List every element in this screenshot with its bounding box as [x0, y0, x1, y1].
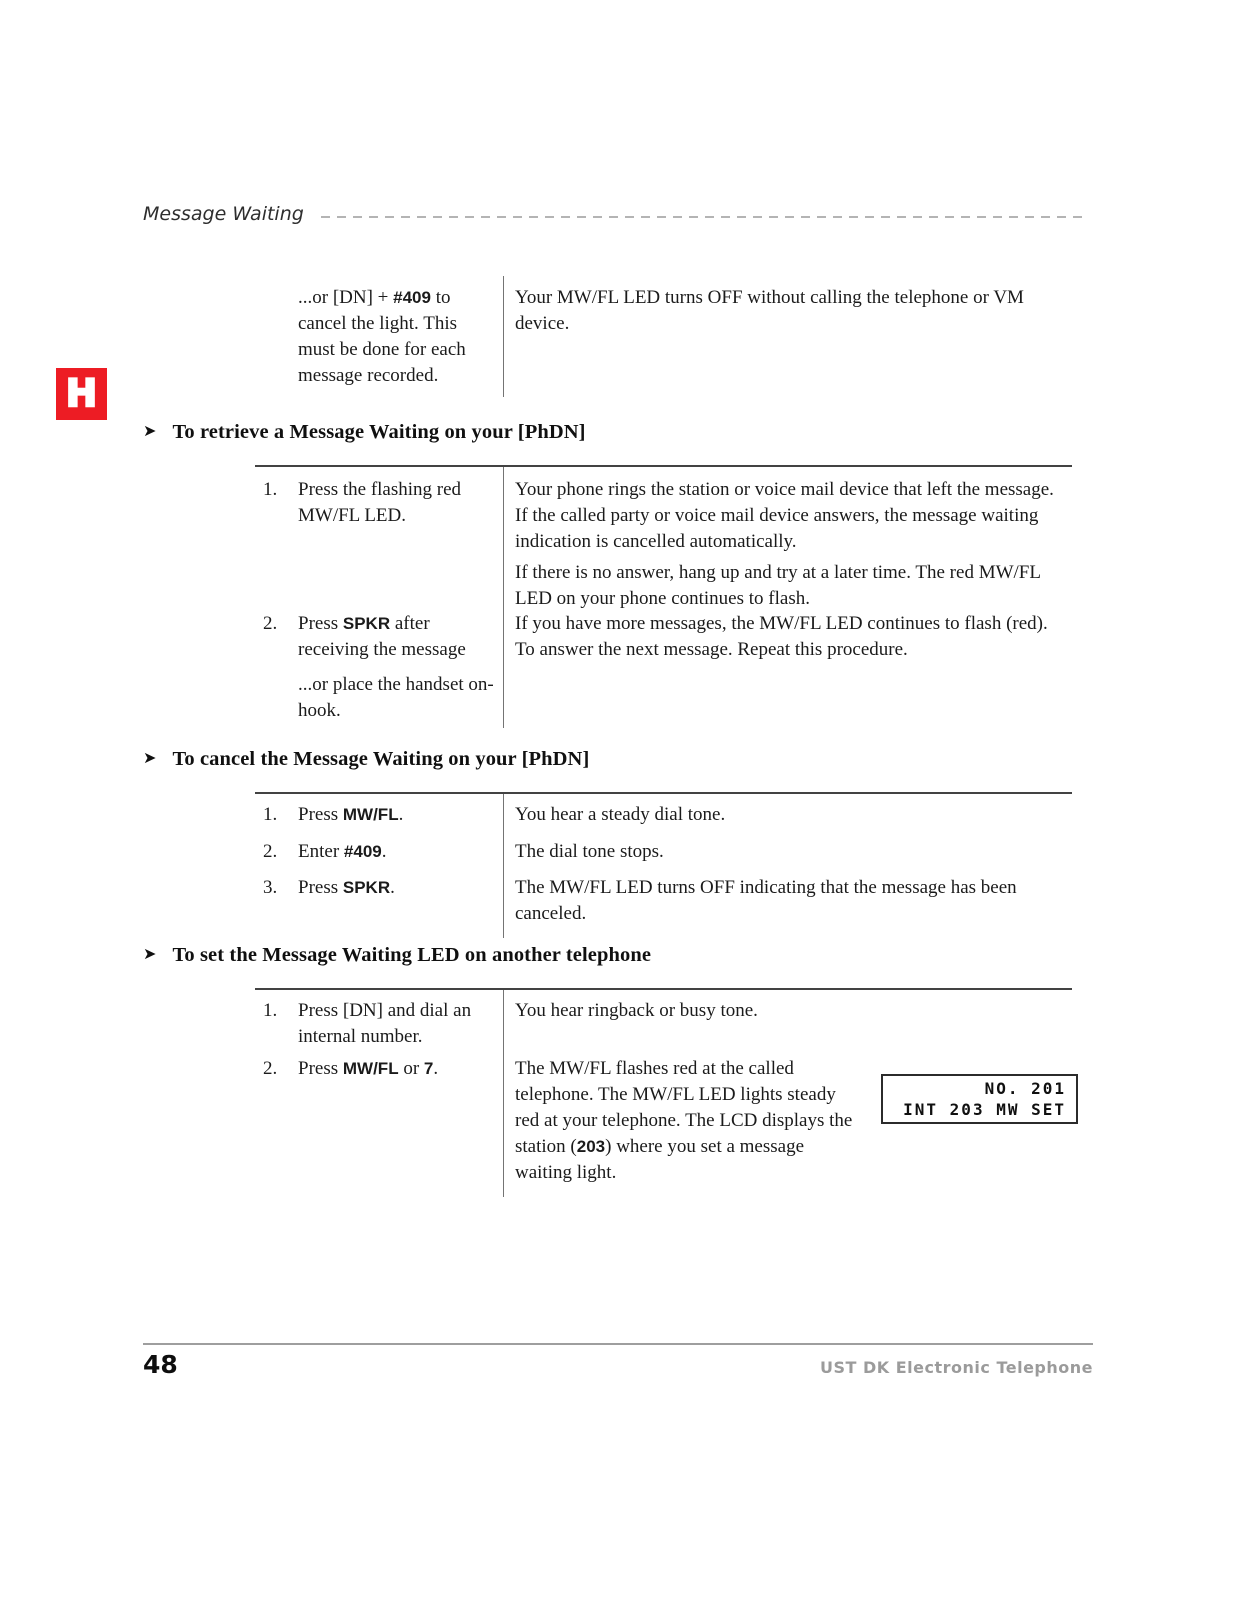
- result-paragraph: The dial tone stops.: [515, 841, 664, 862]
- section-heading-set-led: [143, 944, 651, 967]
- text-run: Press: [298, 804, 343, 825]
- result-paragraph: The MW/FL LED turns OFF indicating that the message has been canceled.: [515, 877, 1017, 924]
- running-header-label: Message Waiting: [143, 203, 304, 225]
- step-result: [515, 611, 1069, 663]
- step-result: [515, 839, 1069, 865]
- keycap-text: #409: [343, 842, 382, 861]
- text-run: ) where you set a message waiting light.: [515, 1136, 805, 1183]
- action-paragraph: [298, 285, 496, 389]
- text-run: Press [DN] and dial an internal number.: [298, 1000, 472, 1047]
- result-paragraph: If there is no answer, hang up and try at a later time. The red MW/FL LED on your phone continues to flash.: [515, 562, 1041, 609]
- arrow-bullet-icon: [143, 421, 157, 440]
- text-run: The MW/FL flashes red at the called telephone. The MW/FL LED lights steady red at your telephone. The LCD displays the station (: [515, 1058, 853, 1157]
- text-run: Press: [298, 877, 343, 898]
- table-cancel: [255, 792, 1072, 938]
- step-action: [298, 839, 496, 865]
- column-divider-line: [503, 990, 504, 1197]
- page-number: 48: [143, 1350, 178, 1379]
- section-heading-retrieve: [143, 421, 586, 444]
- text-run: after receiving the message: [298, 613, 466, 660]
- column-divider-line: [503, 276, 504, 397]
- table-continuation: [255, 276, 1072, 397]
- section-title: To set the Message Waiting LED on another telephone: [172, 944, 652, 966]
- step-result: [515, 875, 1069, 927]
- chapter-badge-letter: H: [66, 371, 97, 415]
- page-header: [143, 203, 1085, 225]
- text-run: .: [398, 804, 404, 825]
- result-paragraph: You hear a steady dial tone.: [515, 804, 726, 825]
- action-paragraph: [298, 611, 496, 663]
- section-title: To retrieve a Message Waiting on your [PhDN]: [172, 421, 586, 443]
- footer-document-title: UST DK Electronic Telephone: [819, 1358, 1093, 1377]
- step-action: [298, 875, 496, 901]
- lcd-line-2: INT 203 MW SET: [903, 1100, 1066, 1119]
- table-retrieve: [255, 465, 1072, 728]
- step-action: [298, 1056, 496, 1082]
- action-paragraph: [298, 875, 496, 901]
- step-result: [515, 998, 1069, 1024]
- step-action: [298, 285, 496, 389]
- arrow-bullet-icon: [143, 748, 157, 767]
- text-run: to cancel the light. This must be done for each message recorded.: [298, 287, 466, 386]
- keycap-text: MW/FL: [342, 1059, 399, 1078]
- action-paragraph: [298, 672, 496, 724]
- step-number: 1.: [263, 479, 278, 500]
- arrow-bullet-icon: [143, 944, 157, 963]
- step-number: 3.: [263, 877, 278, 898]
- chapter-tab-badge: [56, 368, 107, 420]
- text-run: ...or place the handset on-hook.: [298, 674, 494, 721]
- step-number: 1.: [263, 1000, 278, 1021]
- result-paragraph: [515, 1056, 855, 1186]
- step-action: [298, 477, 496, 529]
- step-result: [515, 802, 1069, 828]
- result-paragraph: Your MW/FL LED turns OFF without calling the telephone or VM device.: [515, 287, 1024, 334]
- step-action: [298, 998, 496, 1050]
- text-run: ...or [DN] +: [298, 287, 394, 308]
- action-paragraph: [298, 839, 496, 865]
- result-paragraph: You hear ringback or busy tone.: [515, 1000, 758, 1021]
- header-dashed-rule: [321, 216, 1085, 218]
- action-paragraph: [298, 998, 496, 1050]
- keycap-text: SPKR: [342, 614, 391, 633]
- step-number: 1.: [263, 804, 278, 825]
- action-paragraph: [298, 477, 496, 529]
- step-result: [515, 477, 1069, 612]
- column-divider-line: [503, 794, 504, 938]
- table-set-led: [255, 988, 1072, 1197]
- section-title: To cancel the Message Waiting on your [PhDN]: [172, 748, 590, 770]
- result-paragraph: If you have more messages, the MW/FL LED continues to flash (red). To answer the next message. Repeat this procedure.: [515, 613, 1048, 660]
- keycap-text: #409: [393, 288, 431, 307]
- step-number: 2.: [263, 1058, 278, 1079]
- step-action: [298, 802, 496, 828]
- result-paragraph: Your phone rings the station or voice mail device that left the message. If the called party or voice mail device answers, the message waiting indication is cancelled automatically.: [515, 479, 1054, 552]
- text-run: Press: [298, 613, 343, 634]
- text-run: Enter: [298, 841, 344, 862]
- text-run: .: [381, 841, 387, 862]
- step-result: [515, 1056, 855, 1186]
- step-number: 2.: [263, 613, 278, 634]
- lcd-display-box: [881, 1074, 1078, 1124]
- step-number: 2.: [263, 841, 278, 862]
- keycap-text: MW/FL: [342, 805, 399, 824]
- footer-rule: [143, 1343, 1093, 1345]
- keycap-text: 7: [423, 1059, 434, 1078]
- column-divider-line: [503, 467, 504, 728]
- step-action: [298, 611, 496, 724]
- section-heading-cancel: [143, 748, 589, 771]
- text-run: .: [433, 1058, 439, 1079]
- action-paragraph: [298, 1056, 496, 1082]
- text-run: Press the flashing red MW/FL LED.: [298, 479, 462, 526]
- text-run: .: [390, 877, 395, 898]
- keycap-text: SPKR: [342, 878, 391, 897]
- text-run: or: [398, 1058, 424, 1079]
- action-paragraph: [298, 802, 496, 828]
- step-result: [515, 285, 1069, 337]
- text-run: Press: [298, 1058, 343, 1079]
- station-number: 203: [576, 1137, 606, 1156]
- lcd-line-1: NO. 201: [984, 1079, 1066, 1098]
